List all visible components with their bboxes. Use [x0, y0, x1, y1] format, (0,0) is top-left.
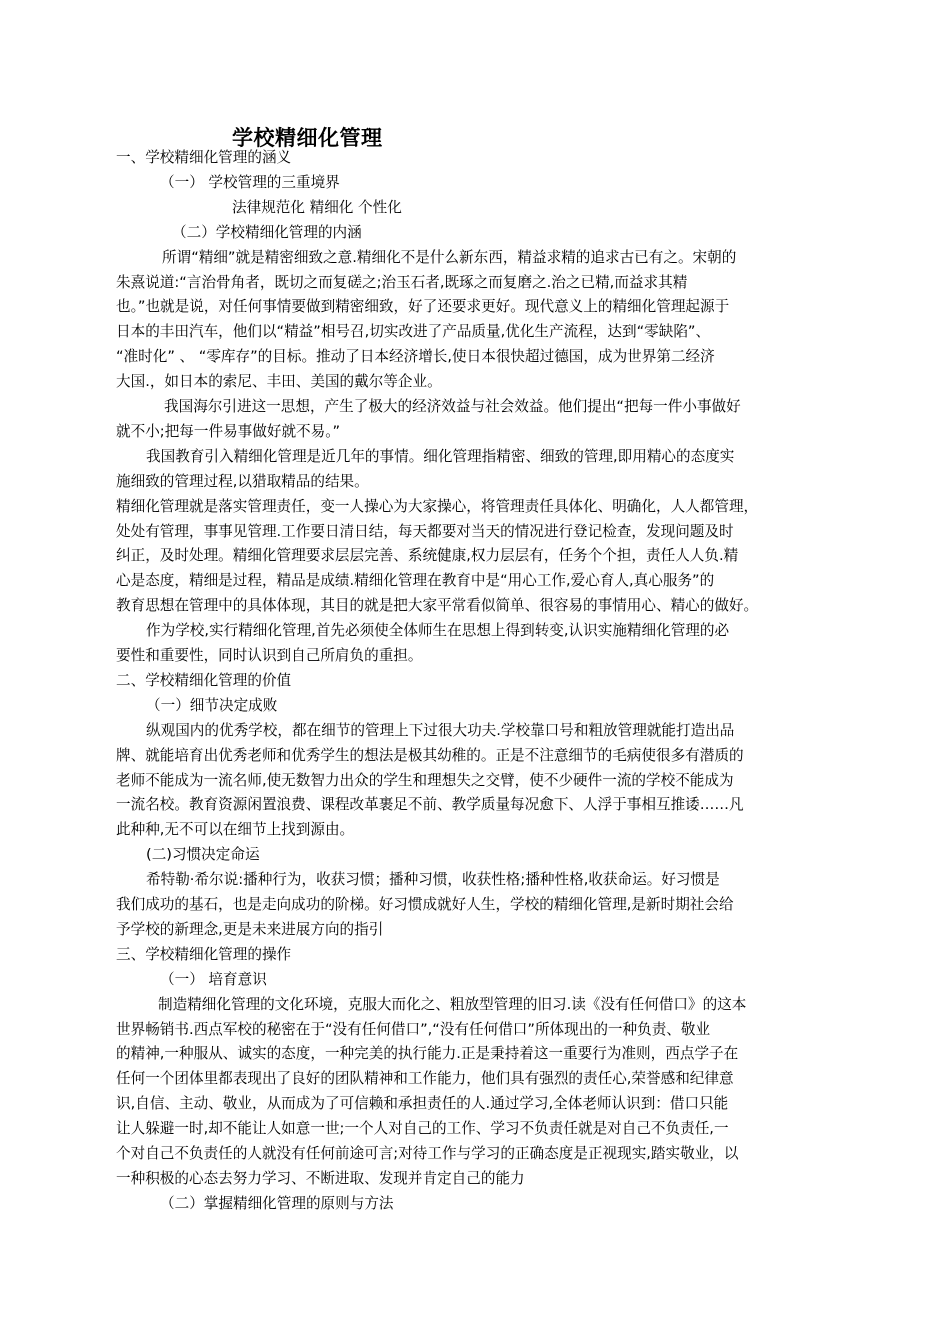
- subsection-heading: （二）掌握精细化管理的原则与方法: [160, 1194, 394, 1212]
- text-line: 要性和重要性，同时认识到自己所肩负的重担。: [116, 647, 423, 664]
- text-line: 我国教育引入精细化管理是近几年的事情。细化管理指精密、细致的管理,即用精心的态度实: [146, 447, 735, 465]
- text-line: 教育思想在管理中的具体体现，其目的就是把大家平常看似简单、很容易的事情用心、精心的做好。: [116, 597, 759, 615]
- section-heading: 三、学校精细化管理的操作: [116, 945, 292, 963]
- subsection-heading: （一） 培育意识: [160, 970, 267, 988]
- text-line: 处处有管理，事事见管理.工作要日清日结，每天都要对当天的情况进行登记检查，发现问题及时: [116, 522, 734, 540]
- text-line: 世界畅销书.西点军校的秘密在于“没有任何借口”,“没有任何借口”所体现出的一种负责、敬业: [116, 1020, 711, 1038]
- section-heading: 二、学校精细化管理的价值: [116, 671, 292, 689]
- text-line: 也。”也就是说，对任何事情要做到精密细致，好了还要求更好。现代意义上的精细化管理起源于: [116, 298, 730, 316]
- text-line: “准时化” 、 “零库存”的目标。推动了日本经济增长,使日本很快超过德国，成为世界第二经济: [116, 348, 715, 366]
- text-line: 一种积极的心态去努力学习、不断进取、发现并肯定自己的能力: [116, 1169, 525, 1187]
- text-line: 识,自信、主动、敬业，从而成为了可信赖和承担责任的人.通过学习,全体老师认识到：借口只能: [116, 1095, 729, 1113]
- text-line: 就不小;把每一件易事做好就不易。”: [116, 422, 341, 440]
- text-line: 此种种,无不可以在细节上找到源由。: [116, 821, 355, 839]
- text-line: 希特勒·希尔说:播种行为，收获习惯；播种习惯，收获性格;播种性格,收获命运。好习惯是: [146, 871, 720, 889]
- text-line: 一流名校。教育资源闲置浪费、课程改革裹足不前、教学质量每况愈下、人浮于事相互推诿……凡: [116, 796, 744, 814]
- subsection-heading: （一） 学校管理的三重境界: [160, 173, 340, 191]
- text-line: 法律规范化 精细化 个性化: [232, 198, 402, 216]
- text-line: 的精神,一种服从、诚实的态度，一种完美的执行能力.正是秉持着这一重要行为准则，西点学子在: [116, 1045, 739, 1063]
- subsection-heading: （一）细节决定成败: [146, 696, 278, 714]
- text-line: 日本的丰田汽车，他们以“精益”相号召,切实改进了产品质量,优化生产流程，达到“零缺陷”、: [116, 323, 711, 341]
- section-heading: 一、学校精细化管理的涵义: [116, 149, 292, 166]
- text-line: 朱熹说道:“言治骨角者，既切之而复磋之;治玉石者,既琢之而复磨之.治之已精,而益求其精: [116, 273, 688, 291]
- text-line: 纠正，及时处理。精细化管理要求层层完善、系统健康,权力层层有，任务个个担，责任人人负.精: [116, 547, 739, 565]
- subsection-heading: （二）学校精细化管理的内涵: [172, 223, 362, 241]
- subsection-heading: (二)习惯决定命运: [146, 846, 260, 864]
- text-line: 老师不能成为一流名师,使无数智力出众的学生和理想失之交臂，使不少硬件一流的学校不能成为: [116, 771, 734, 789]
- text-line: 牌、就能培育出优秀老师和优秀学生的想法是极其幼稚的。正是不注意细节的毛病使很多有潜质的: [116, 746, 744, 764]
- text-line: 个对自己不负责任的人就没有任何前途可言;对待工作与学习的正确态度是正视现实,踏实敬业，以: [116, 1145, 739, 1162]
- text-line: 纵观国内的优秀学校，都在细节的管理上下过很大功夫.学校靠口号和粗放管理就能打造出品: [146, 721, 735, 739]
- text-line: 施细致的管理过程,以猎取精品的结果。: [116, 472, 369, 490]
- document-title: 学校精细化管理: [232, 126, 383, 150]
- text-line: 大国.，如日本的索尼、丰田、美国的戴尔等企业。: [116, 373, 442, 391]
- text-line: 我们成功的基石，也是走向成功的阶梯。好习惯成就好人生，学校的精细化管理,是新时期社会给: [116, 896, 734, 913]
- text-line: 任何一个团体里都表现出了良好的团队精神和工作能力，他们具有强烈的责任心,荣誉感和纪律意: [116, 1070, 734, 1088]
- text-line: 所谓“精细”就是精密细致之意.精细化不是什么新东西，精益求精的追求古已有之。宋朝的: [162, 248, 737, 266]
- text-line: 予学校的新理念,更是未来进展方向的指引: [116, 920, 384, 938]
- text-line: 制造精细化管理的文化环境，克服大而化之、粗放型管理的旧习.读《没有任何借口》的这本: [158, 995, 747, 1013]
- text-line: 精细化管理就是落实管理责任，变一人操心为大家操心，将管理责任具体化、明确化，人人都管理，: [116, 497, 759, 515]
- text-line: 我国海尔引进这一思想，产生了极大的经济效益与社会效益。他们提出“把每一件小事做好: [164, 398, 741, 415]
- text-line: 作为学校,实行精细化管理,首先必须使全体师生在思想上得到转变,认识实施精细化管理的必: [146, 622, 730, 640]
- text-line: 让人躲避一时,却不能让人如意一世;一个人对自己的工作、学习不负责任就是对自己不负责任,一: [116, 1120, 729, 1138]
- text-line: 心是态度，精细是过程，精品是成绩.精细化管理在教育中是“用心工作,爱心育人,真心服务”的: [116, 572, 715, 590]
